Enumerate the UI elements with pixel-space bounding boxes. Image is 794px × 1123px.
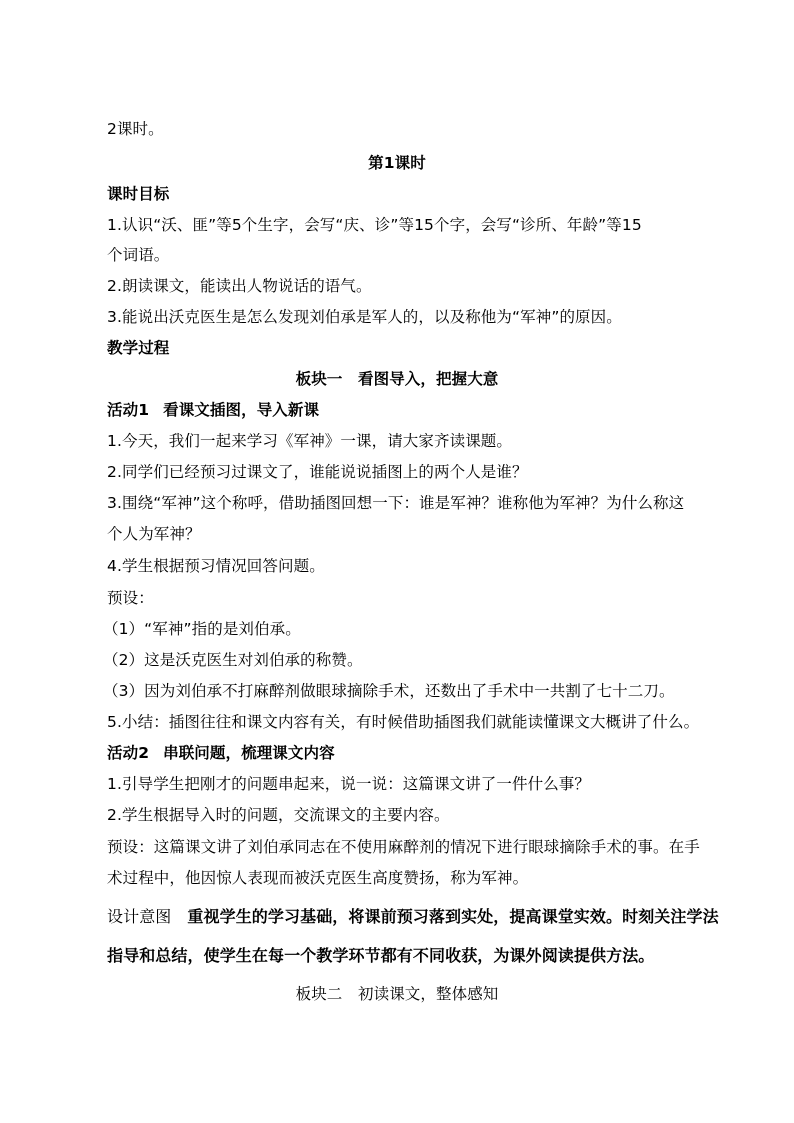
design-intent-label: 设计意图: [107, 907, 172, 926]
paragraph-lesson-count: 2课时。: [107, 120, 164, 138]
activity-2-title: 串联问题，梳理课文内容: [163, 744, 335, 762]
preset-2-line-1: 预设：这篇课文讲了刘伯承同志在不使用麻醉剂的情况下进行眼球摘除手术的事。在手: [107, 838, 700, 856]
section-1-heading: 板块一 看图导入，把握大意: [295, 370, 499, 388]
goal-2: 2.朗读课文，能读出人物说话的语气。: [107, 277, 372, 295]
process-heading: 教学过程: [107, 339, 170, 357]
goal-1-line-2: 个词语。: [107, 246, 170, 264]
step-5-summary: 5.小结：插图往往和课文内容有关，有时候借助插图我们就能读懂课文大概讲了什么。: [107, 713, 700, 731]
step-1: 1.今天，我们一起来学习《军神》一课，请大家齐读课题。: [107, 432, 512, 450]
section-2-heading: 板块二 初读课文，整体感知: [295, 985, 499, 1003]
step-3-line-1: 3.围绕“军神”这个称呼，借助插图回想一下：谁是军神？谁称他为军神？为什么称这: [107, 494, 685, 512]
answer-1: （1）“军神”指的是刘伯承。: [103, 620, 301, 638]
step-2: 2.同学们已经预习过课文了，谁能说说插图上的两个人是谁？: [107, 463, 528, 481]
answer-2: （2）这是沃克医生对刘伯承的称赞。: [103, 651, 363, 669]
goal-1-line-1: 1.认识“沃、匪”等5个生字，会写“庆、诊”等15个字，会写“诊所、年龄”等15: [107, 216, 642, 234]
activity-1-heading: [107, 400, 319, 420]
task-2: 2.学生根据导入时的问题，交流课文的主要内容。: [107, 806, 450, 824]
task-1: 1.引导学生把刚才的问题串起来，说一说：这篇课文讲了一件什么事？: [107, 775, 590, 793]
goals-heading: 课时目标: [107, 185, 170, 203]
activity-2-heading: [107, 743, 335, 763]
step-4: 4.学生根据预习情况回答问题。: [107, 557, 325, 575]
design-intent-line-2: 指导和总结，使学生在每一个教学环节都有不同收获，为课外阅读提供方法。: [107, 946, 655, 965]
activity-1-label: 活动1: [107, 401, 150, 419]
lesson-heading: 第1课时: [368, 154, 426, 172]
design-intent-text-1: 重视学生的学习基础，将课前预习落到实处，提高课堂实效。时刻关注学法: [187, 907, 719, 926]
goal-3: 3.能说出沃克医生是怎么发现刘伯承是军人的，以及称他为“军神”的原因。: [107, 308, 622, 326]
activity-2-label: 活动2: [107, 744, 150, 762]
preset-label-1: 预设：: [107, 589, 154, 607]
preset-2-line-2: 术过程中，他因惊人表现而被沃克医生高度赞扬，称为军神。: [107, 869, 529, 887]
design-intent-line-1: [107, 907, 719, 927]
step-3-line-2: 个人为军神？: [107, 525, 201, 543]
answer-3: （3）因为刘伯承不打麻醉剂做眼球摘除手术，还数出了手术中一共割了七十二刀。: [103, 682, 675, 700]
activity-1-title: 看课文插图，导入新课: [163, 401, 320, 419]
